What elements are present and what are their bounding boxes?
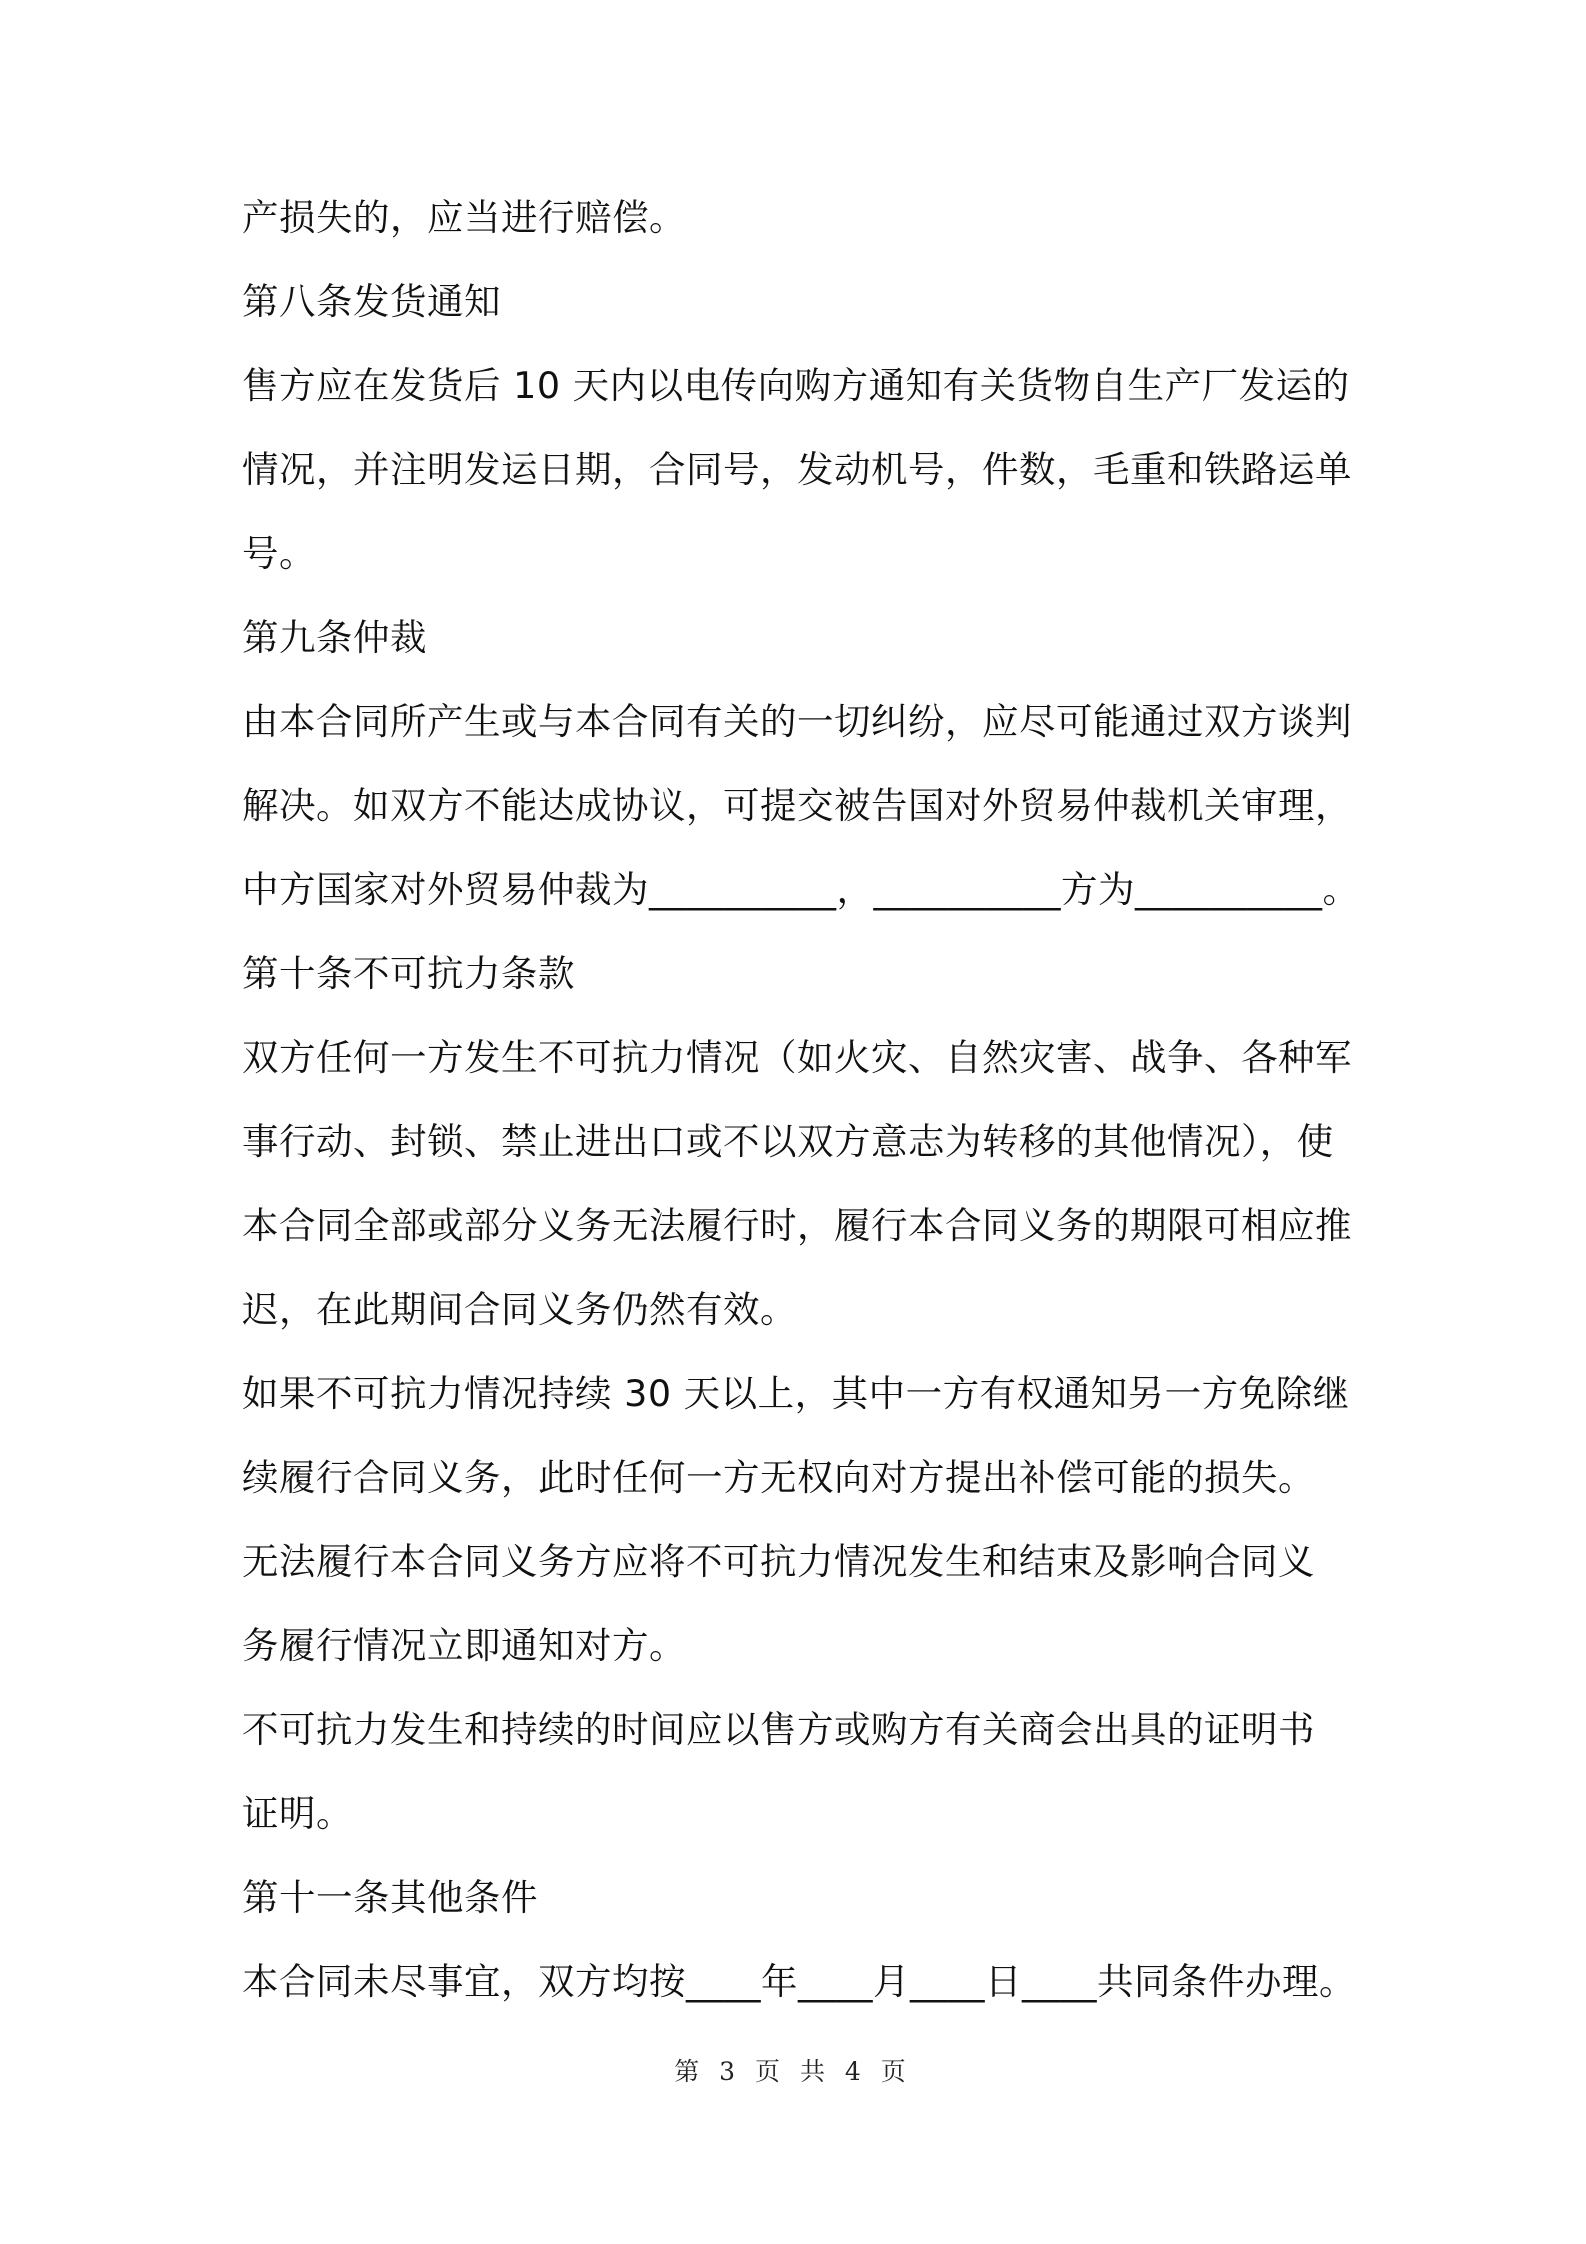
- text-line: 由本合同所产生或与本合同有关的一切纠纷，应尽可能通过双方谈判: [242, 700, 1352, 743]
- text-line: 中方国家对外贸易仲裁为__________，__________方为__________。: [242, 868, 1360, 911]
- text-line: 情况，并注明发运日期，合同号，发动机号，件数，毛重和铁路运单: [242, 448, 1352, 491]
- section-heading: 第十条不可抗力条款: [242, 952, 575, 995]
- text-line: 迟，在此期间合同义务仍然有效。: [242, 1288, 797, 1331]
- section-heading: 第十一条其他条件: [242, 1876, 538, 1919]
- text-line: 续履行合同义务，此时任何一方无权向对方提出补偿可能的损失。: [242, 1456, 1315, 1499]
- text-line: 证明。: [242, 1792, 353, 1835]
- section-heading: 第九条仲裁: [242, 616, 427, 659]
- text-line: 售方应在发货后 10 天内以电传向购方通知有关货物自生产厂发运的: [242, 364, 1350, 407]
- text-line: 本合同全部或部分义务无法履行时，履行本合同义务的期限可相应推: [242, 1204, 1352, 1247]
- text-line: 号。: [242, 532, 316, 575]
- text-line: 无法履行本合同义务方应将不可抗力情况发生和结束及影响合同义: [242, 1540, 1315, 1583]
- text-line: 解决。如双方不能达成协议，可提交被告国对外贸易仲裁机关审理，: [242, 784, 1352, 827]
- text-line: 务履行情况立即通知对方。: [242, 1624, 686, 1667]
- text-line: 不可抗力发生和持续的时间应以售方或购方有关商会出具的证明书: [242, 1708, 1315, 1751]
- text-line: 事行动、封锁、禁止进出口或不以双方意志为转移的其他情况），使: [242, 1120, 1334, 1163]
- page-number-footer: 第 3 页 共 4 页: [674, 2057, 912, 2086]
- text-line: 双方任何一方发生不可抗力情况（如火灾、自然灾害、战争、各种军: [242, 1036, 1352, 1079]
- section-heading: 第八条发货通知: [242, 280, 501, 323]
- text-line: 产损失的，应当进行赔偿。: [242, 196, 686, 239]
- text-line: 如果不可抗力情况持续 30 天以上，其中一方有权通知另一方免除继: [242, 1372, 1350, 1415]
- text-line: 本合同未尽事宜，双方均按____年____月____日____共同条件办理。: [242, 1960, 1356, 2003]
